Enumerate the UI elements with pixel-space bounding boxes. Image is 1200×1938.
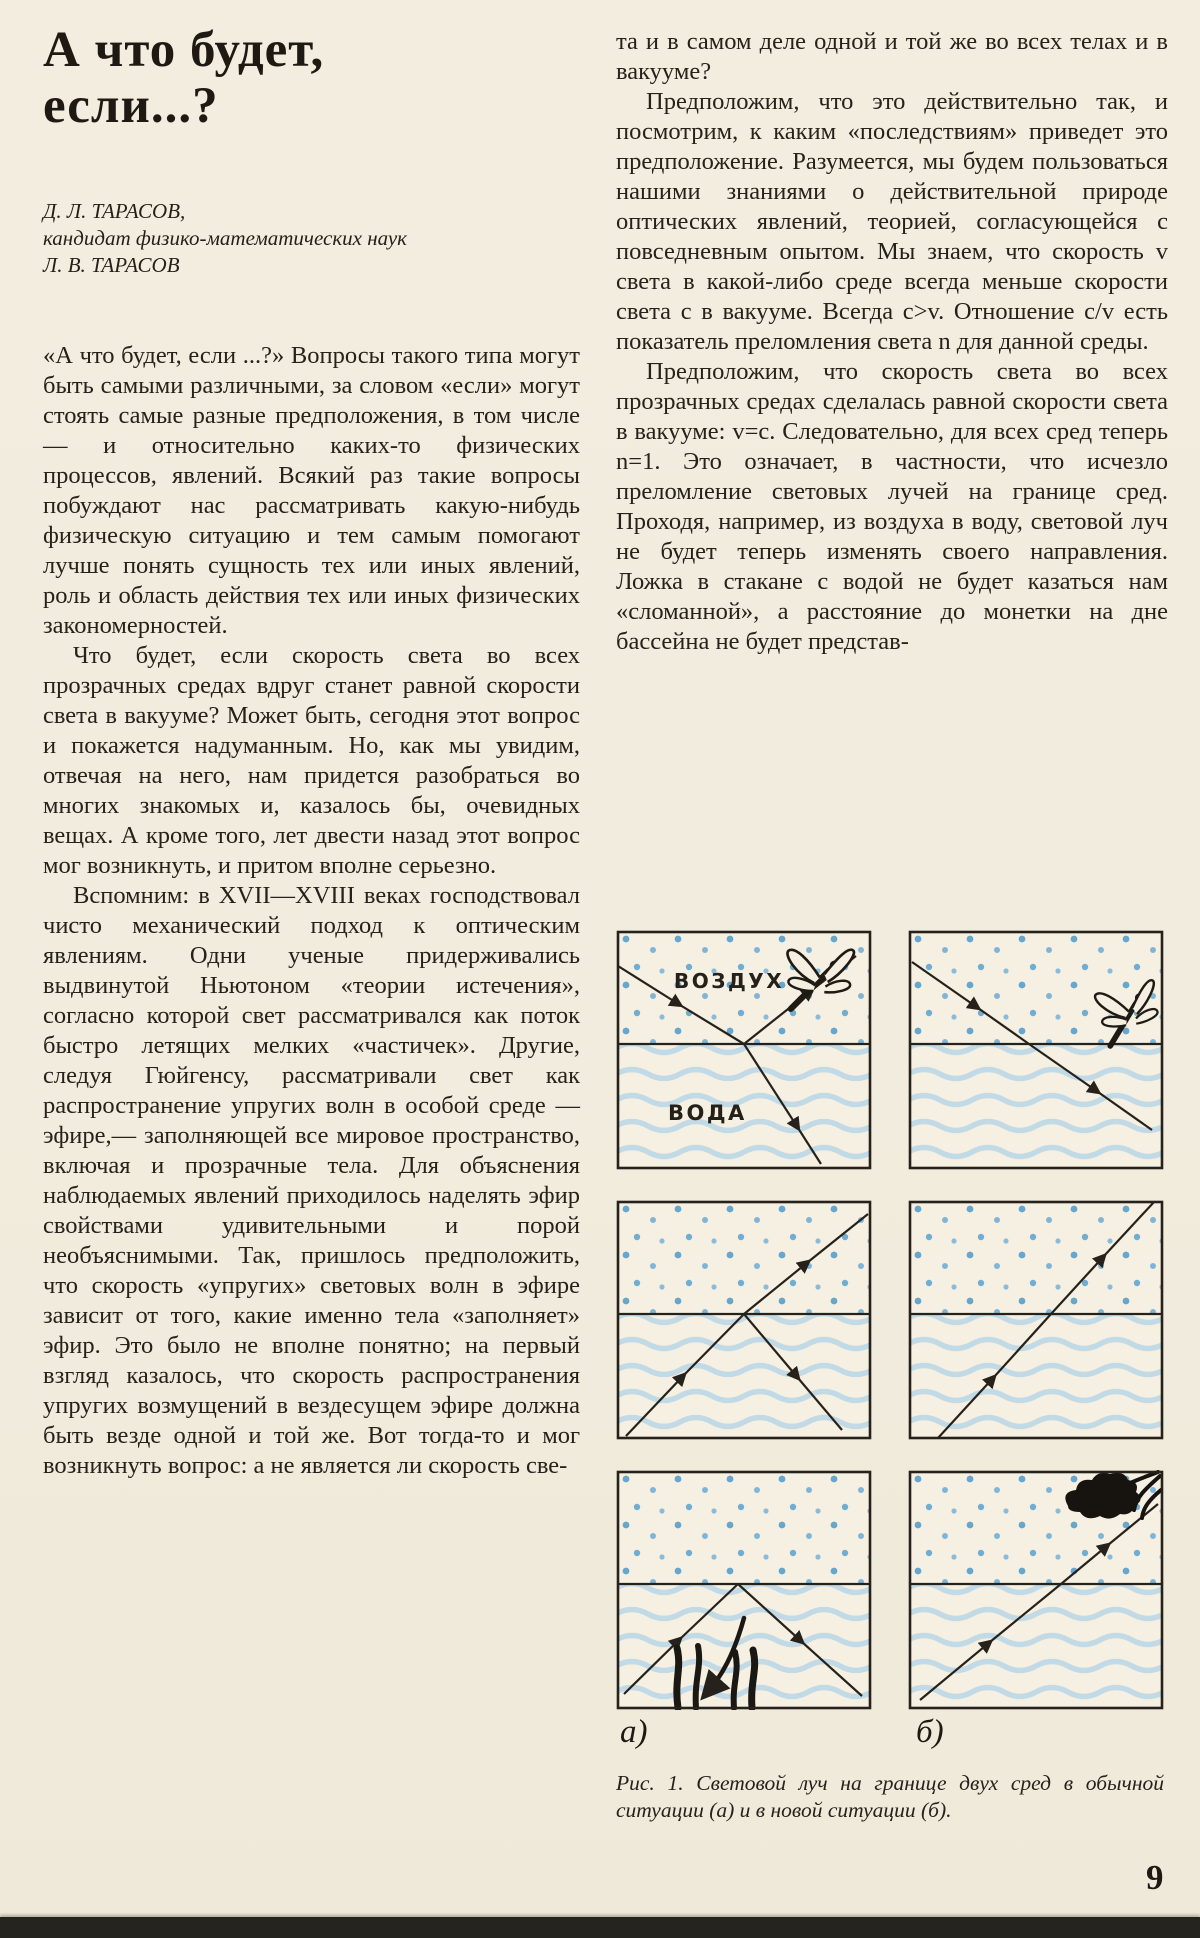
article-title-line1: А что будет, [43, 22, 325, 78]
figure-panel-a1 [616, 930, 872, 1170]
figure-panel-a3 [616, 1470, 872, 1710]
paragraph: та и в самом деле одной и той же во всех телах и в вакууме? [616, 28, 1168, 85]
author-name-2: Л. В. ТАРАСОВ [43, 252, 180, 277]
figure-panel-b2 [908, 1200, 1164, 1440]
text-column-2 [616, 27, 1168, 657]
air-label: ВОЗДУХ [674, 969, 785, 993]
figure-sub-labels [616, 1714, 1168, 1758]
figure-panel-grid [616, 930, 1168, 1710]
page-number: 9 [1146, 1858, 1164, 1897]
paragraph: Вспомним: в XVII—XVIII веках господствовал чисто механический подход к оптическим явлениям. Одни ученые придерживались выдвинутой Ньютоном «теории истечения», согласно которой свет рассматривался как поток быстро летящих мелких «частичек». Другие, следуя Гюйгенсу, рассматривали свет как распространение упругих волн в особой среде — эфире,— заполняющей все мировое пространство, включая и прозрачные тела. Для объяснения наблюдаемых явлений приходилось наделять эфир свойствами удивительными и порой необъяснимыми. Так, пришлось предположить, что скорость «упругих» световых волн в эфире зависит от того, какие именно тела «заполняет» эфир. Это было не вполне понятно; на первый взгляд казалось, что скорость распространения упругих возмущений в вездесущем эфире должна быть везде одной и той же. Вот тогда-то и мог возникнуть вопрос: а не является ли скорость све- [43, 882, 580, 1479]
figure-caption: Рис. 1. Световой луч на границе двух сред в обычной ситуации (а) и в новой ситуации (б). [616, 1771, 1164, 1822]
figure-panel-b3 [908, 1470, 1164, 1710]
water-label: ВОДА [668, 1101, 747, 1125]
paragraph: Что будет, если скорость света во всех прозрачных средах вдруг станет равной скорости света в вакууме? Может быть, сегодня этот вопрос и покажется надуманным. Но, как мы увидим, отвечая на него, нам придется разобраться во многих знакомых и, казалось бы, очевидных вещах. А кроме того, лет двести назад этот вопрос мог возникнуть, и притом вполне серьезно. [43, 642, 580, 879]
figure-label-a: а) [620, 1714, 648, 1750]
author-degree: кандидат физико-математических наук [43, 225, 407, 250]
figure-panel-b1 [908, 930, 1164, 1170]
paragraph: Предположим, что скорость света во всех прозрачных средах сделалась равной скорости света в вакууме: v=c. Следовательно, для всех сред теперь n=1. Это означает, в частности, что исчезло преломление световых лучей на границе сред. Проходя, например, из воздуха в воду, световой луч не будет теперь изменять своего направления. Ложка в стакане с водой не будет казаться нам «сломанной», а расстояние до монетки на дне бассейна не будет представ- [616, 358, 1168, 655]
page-edge-strip [0, 1917, 1200, 1938]
author-name-1: Д. Л. ТАРАСОВ, [43, 199, 186, 223]
figure-panel-a2 [616, 1200, 872, 1440]
figure-label-b: б) [916, 1714, 944, 1750]
article-title-line2: если...? [43, 78, 219, 135]
paragraph: «А что будет, если ...?» Вопросы такого типа могут быть самыми различными, за словом «если» могут стоять самые разные предположения, в том числе — и относительно каких-то физических процессов, явлений. Всякий раз такие вопросы побуждают нас рассматривать какую-нибудь физическую ситуацию и тем самым помогают лучше понять сущность тех или иных явлений, роль и область действия тех или иных физических закономерностей. [43, 342, 580, 639]
authors-block [43, 198, 407, 279]
text-column-1 [43, 341, 580, 1481]
paragraph: Предположим, что это действительно так, и посмотрим, к каким «последствиям» приведет это предположение. Разумеется, мы будем пользоваться нашими знаниями о действительной природе оптических явлений, теорией, согласующейся с повседневным опытом. Мы знаем, что скорость v света в какой-либо среде всегда меньше скорости света c в вакууме. Всегда c>v. Отношение c/v есть показатель преломления света n для данной среды. [616, 88, 1168, 355]
figure-1 [616, 930, 1168, 1824]
article-title [43, 22, 324, 134]
